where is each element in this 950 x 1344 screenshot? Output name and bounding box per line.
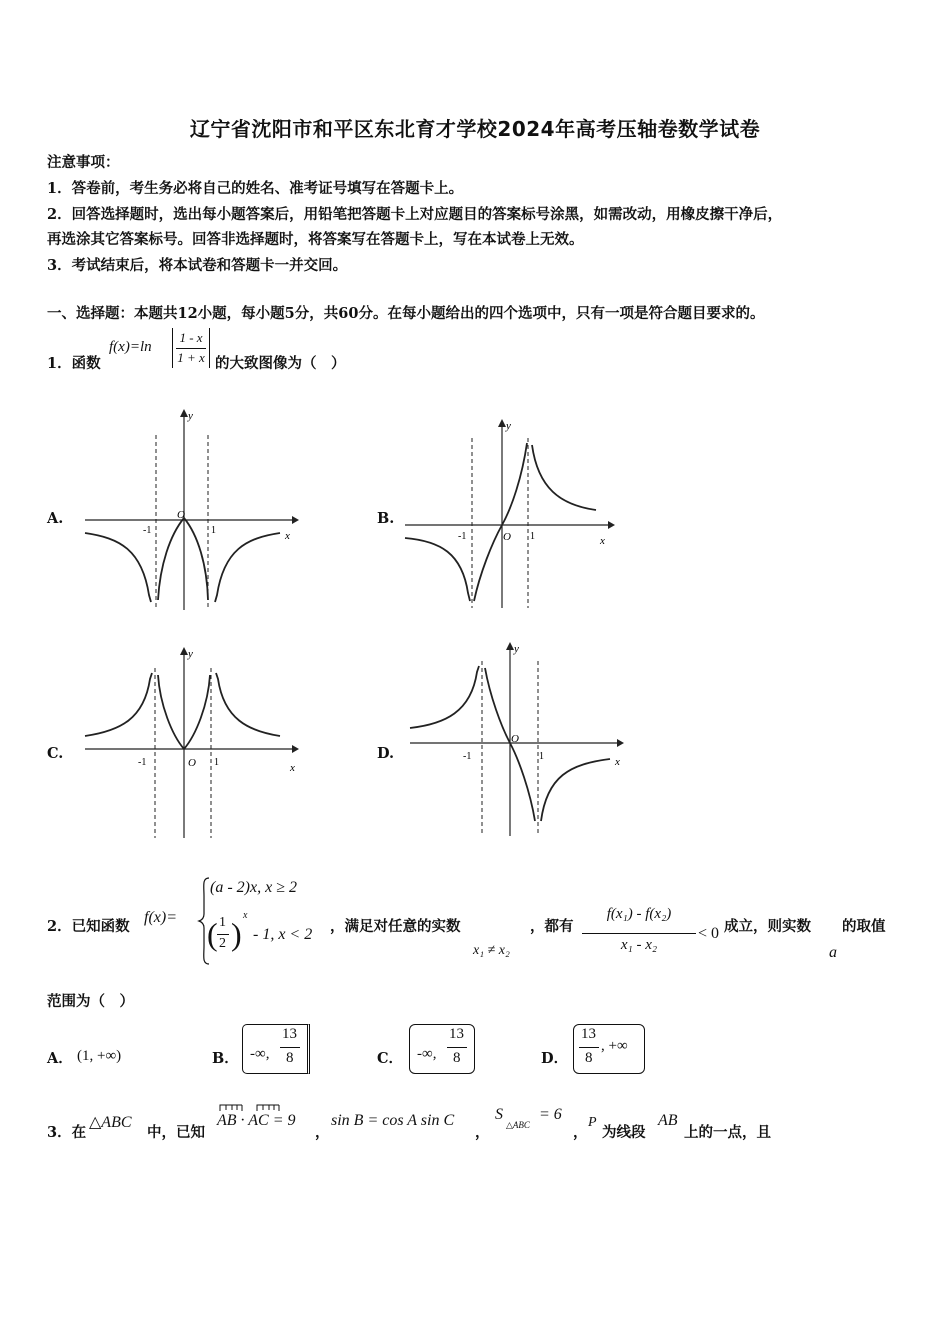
q2-prefix: 2．已知函数 [47,918,130,935]
q2-lhs: f(x)= [144,909,177,926]
q3-dot-product: AB · AC = 9 [217,1112,296,1129]
q3-area-s: S [495,1106,503,1123]
q1-formula-den: 1 + x [177,350,205,365]
q3-mid1: 中，已知 [147,1124,205,1141]
option-value-pre: -∞, [250,1046,270,1062]
q2-mid3: 成立，则实数 [724,918,811,935]
notice-heading: 注意事项： [47,154,120,171]
q1-option-b-label[interactable]: B. [377,510,395,527]
frac-den: 8 [585,1050,593,1066]
curve-left-outer [405,538,470,601]
origin-label: O [188,757,196,769]
base-den: 2 [219,936,226,951]
curve-right-outer [532,445,596,510]
curve-middle [474,443,527,601]
base-num: 1 [219,915,226,930]
frac-num: f(x₁) - f(x₂) [606,906,672,922]
one-label: 1 [530,531,535,542]
y-label: y [188,410,193,422]
q3-tail: 上的一点，且 [684,1124,771,1141]
q2-var: a [829,944,837,961]
q1-prefix: 1．函数 [47,355,101,372]
fraction-bar [579,1047,599,1048]
q1-abs-bars [172,328,210,368]
neg-one-label: -1 [143,525,152,536]
fraction-bar [447,1047,467,1048]
q3-area-val: = 6 [539,1106,562,1123]
q3-comma: ， [315,1124,330,1141]
fraction-bar [217,934,229,935]
case2-exp: x [243,910,248,921]
q2-tail: 的取值 [842,918,886,935]
q2-mid1: ，满足对任意的实数 [330,918,461,935]
q1-suffix: 的大致图像为（ ） [215,355,346,372]
notice-item: 1．答卷前，考生务必将自己的姓名、准考证号填写在答题卡上。 [47,180,464,197]
option-value-pre: -∞, [417,1046,437,1062]
curve-right-outer [541,759,610,821]
question-1 [47,326,647,372]
q2-option-d[interactable] [541,1022,681,1076]
x-label: x [615,756,620,768]
q2-case2 [205,910,325,960]
frac-den: 8 [453,1050,461,1066]
q2-ineq: < 0 [698,925,720,942]
case2-rest: - 1, x < 2 [253,926,313,943]
q2-option-a[interactable] [47,1030,207,1080]
neg-one-label: -1 [463,751,472,762]
option-value: (1, +∞) [77,1048,122,1064]
frac-den: x₁ - x₂ [620,937,658,953]
notice-item: 2．回答选择题时，选出每小题答案后，用铅笔把答题卡上对应题目的答案标号涂黑，如需改动，用橡皮擦干净后， [47,206,783,223]
curve-right-outer [216,673,280,736]
y-label: y [514,643,519,655]
option-label: A． [47,1050,73,1067]
x-label: x [290,762,295,774]
y-axis-arrow [180,647,188,655]
q3-comma: ， [573,1124,588,1141]
x-axis-arrow [608,521,615,529]
neg-one-label: -1 [138,757,147,768]
y-label: y [188,648,193,660]
x-axis-arrow [292,516,299,524]
q3-prefix: 3．在 [47,1124,87,1141]
q1-graph-d [405,636,630,841]
q1-graph-c [80,643,300,843]
origin-label: O [503,531,511,543]
y-label: y [506,420,511,432]
curve-left-outer [85,533,151,602]
q1-formula-num: 1 - x [179,330,203,345]
q2-mid2: ，都有 [530,918,574,935]
option-label: D． [541,1050,569,1067]
fraction-bar [280,1047,300,1048]
q2-case1: (a - 2)x, x ≥ 2 [210,879,297,896]
q3-sine-eq: sin B = cos A sin C [331,1112,455,1129]
y-axis-arrow [498,419,506,427]
frac-den: 8 [286,1050,294,1066]
q2-option-b[interactable] [212,1022,352,1076]
q3-segment-ab: AB [658,1112,678,1129]
curve-middle [158,518,208,600]
q2-line2: 范围为（ ） [47,993,134,1010]
q1-graph-b [400,413,620,613]
q2-cond: x₁ ≠ x₂ [473,943,510,958]
q1-option-a-label[interactable]: A. [47,510,64,527]
frac-num: 13 [581,1026,596,1042]
q2-option-c[interactable] [377,1022,517,1076]
paren-group: ( 1 2 ) [207,915,242,952]
q1-option-c-label[interactable]: C. [47,745,64,762]
one-label: 1 [539,751,544,762]
y-axis-arrow [506,642,514,650]
one-label: 1 [211,525,216,536]
curve-right-outer [215,533,280,602]
curve-left-outer [410,666,479,728]
x-axis-arrow [617,739,624,747]
x-label: x [600,535,605,547]
option-label: B． [212,1050,239,1067]
frac-num: 13 [282,1026,297,1042]
q3-area-sub: △ABC [506,1120,530,1130]
curve-left-outer [85,673,152,736]
q1-option-d-label[interactable]: D. [377,745,395,762]
question-3 [47,1098,927,1148]
fraction-bar [582,933,696,934]
x-axis-arrow [292,745,299,753]
one-label: 1 [214,757,219,768]
q1-graph-a [80,405,300,615]
q3-comma: ， [475,1124,490,1141]
vector-arrows [217,1102,287,1112]
q3-mid2: 为线段 [602,1124,646,1141]
q3-triangle: △ABC [89,1114,132,1131]
origin-label: O [511,733,519,745]
x-label: x [285,530,290,542]
page-title: 辽宁省沈阳市和平区东北育才学校2024年高考压轴卷数学试卷 [189,117,761,141]
frac-num: 13 [449,1026,464,1042]
section-heading: 一、选择题：本题共12小题，每小题5分，共60分。在每小题给出的四个选项中，只有一项是符合题目要求的。 [47,305,765,322]
option-label: C． [377,1050,404,1067]
notice-item: 3．考试结束后，将本试卷和答题卡一并交回。 [47,257,348,274]
q2-fraction [580,906,698,960]
fraction-bar [176,348,206,349]
q1-formula-lhs: f(x)=ln [109,339,152,355]
y-axis-arrow [180,409,188,417]
option-value-post: , +∞ [601,1038,628,1054]
notice-item: 再选涂其它答案标号。回答非选择题时，将答案写在答题卡上，写在本试卷上无效。 [47,231,584,248]
origin-label: O [177,509,185,521]
neg-one-label: -1 [458,531,467,542]
q3-point-p: P [588,1115,597,1130]
